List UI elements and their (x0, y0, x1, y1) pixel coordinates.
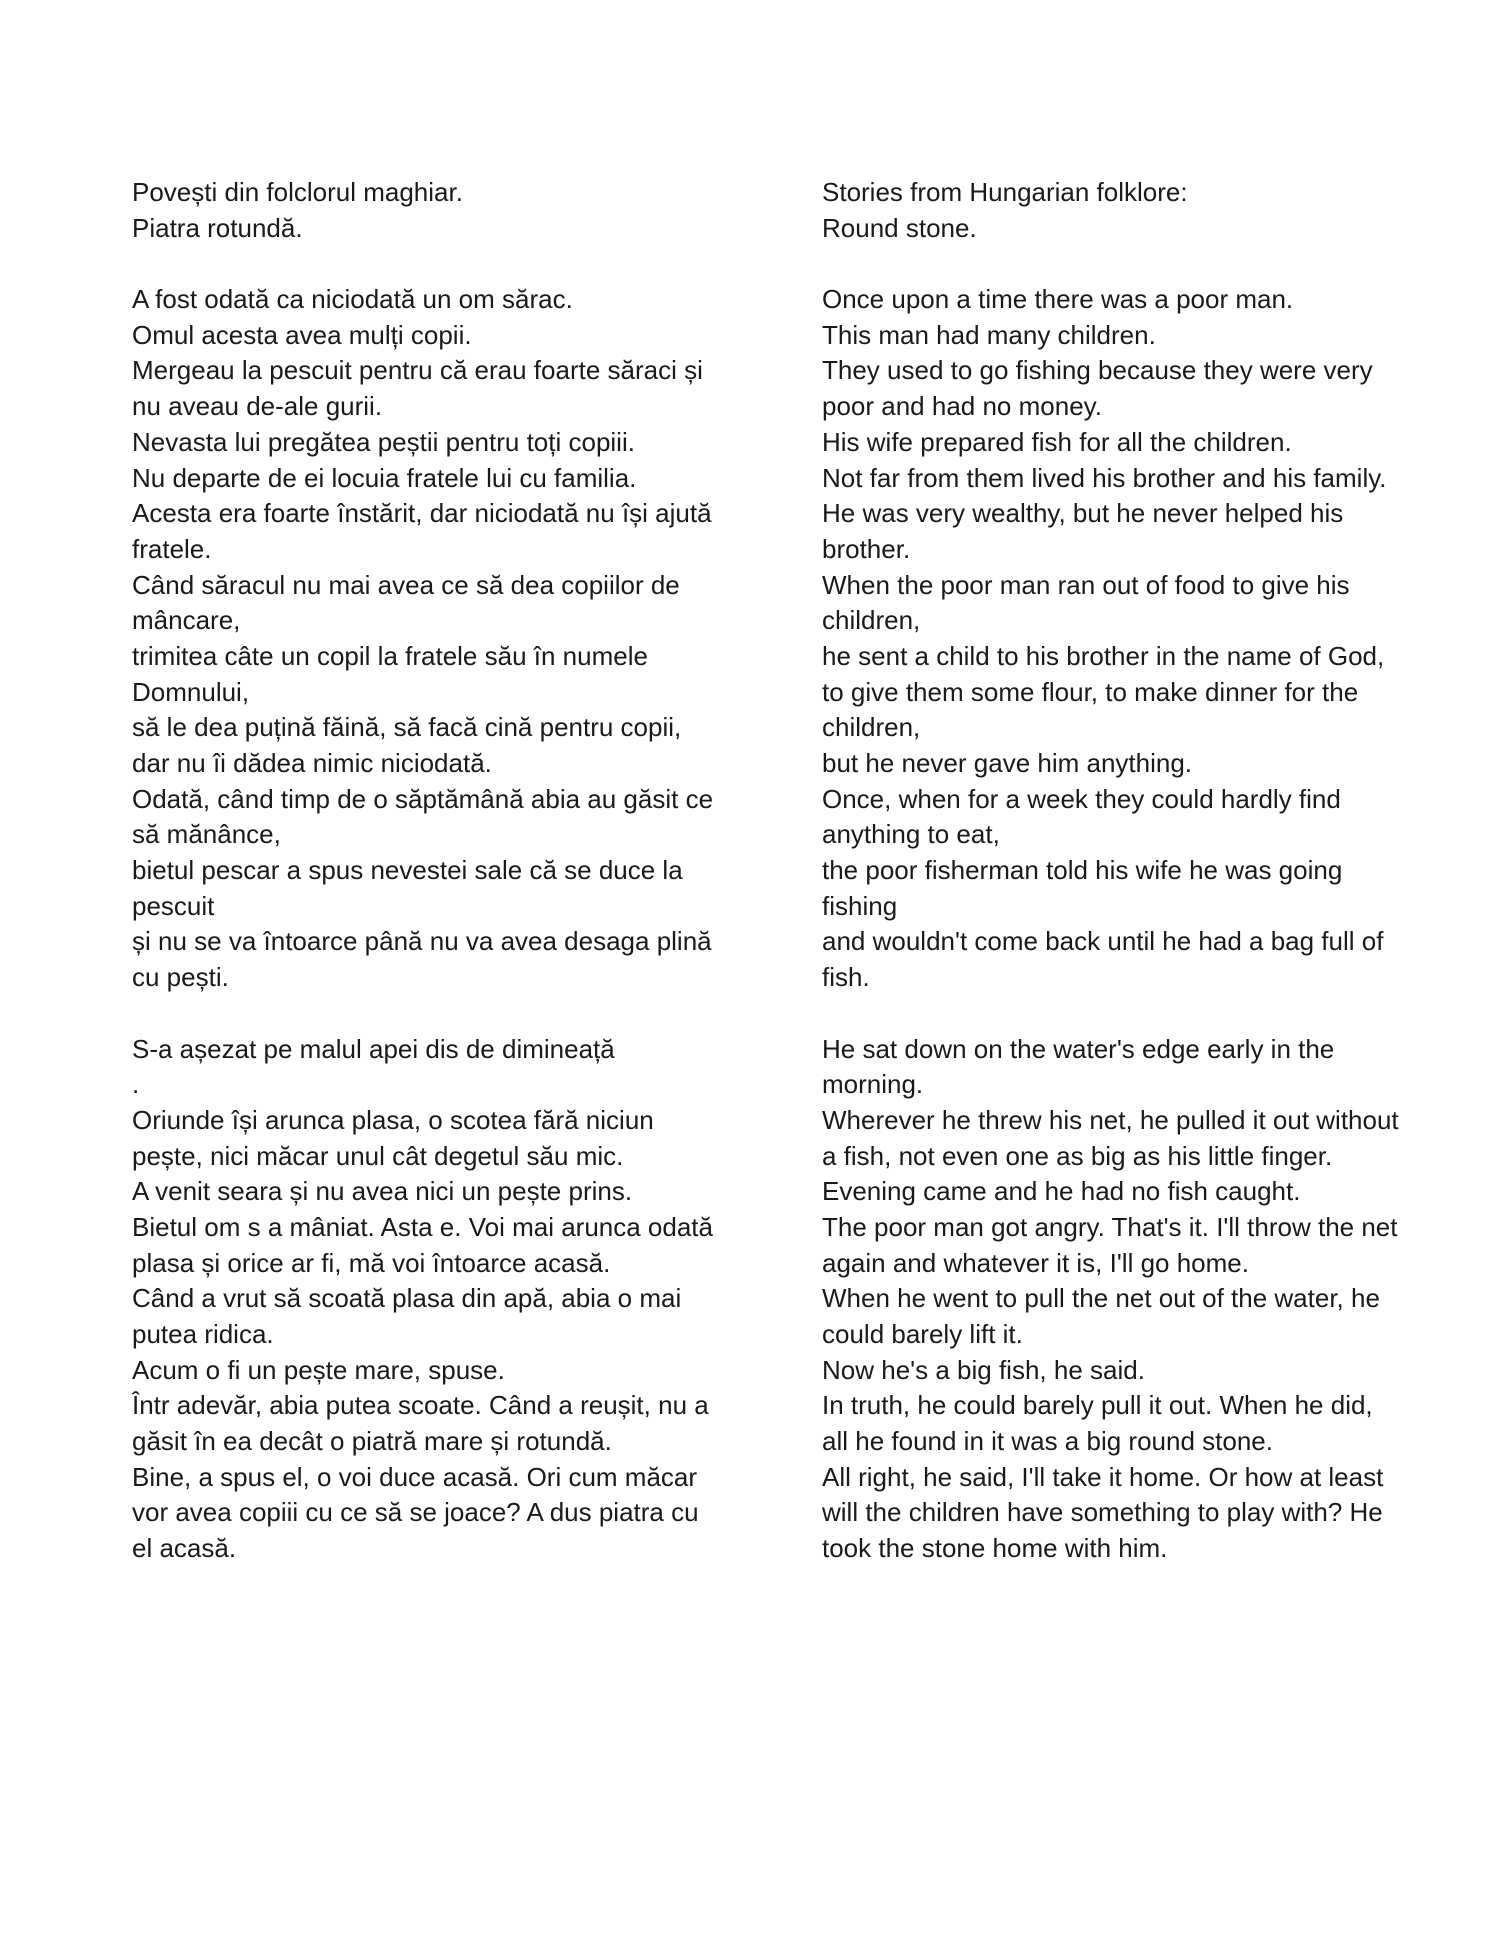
text-line: They used to go fishing because they were very (822, 355, 1373, 386)
text-line: și nu se va întoarce până nu va avea desaga plină (132, 926, 712, 957)
text-line: but he never gave him anything. (822, 748, 1193, 778)
text-line: găsit în ea decât o piatră mare și rotundă. (132, 1426, 612, 1457)
text-line: children, (822, 605, 921, 636)
text-line: brother. (822, 533, 911, 564)
text-line: will the children have something to play with? He (822, 1497, 1383, 1528)
text-line: could barely lift it. (822, 1319, 1023, 1349)
romanian-text-column (132, 175, 752, 1567)
text-line: again and whatever it is, I'll go home. (822, 1247, 1249, 1278)
text-line: This man had many children. (822, 319, 1156, 350)
text-line: All right, he said, I'll take it home. Or how at least (822, 1461, 1384, 1492)
text-line: a fish, not even one as big as his little finger. (822, 1140, 1333, 1171)
text-line: fishing (822, 890, 898, 921)
text-line (132, 246, 752, 282)
text-line: Omul acesta avea mulți copii. (132, 319, 472, 350)
text-line: Round stone. (822, 212, 977, 243)
text-line: and wouldn't come back until he had a bag full of (822, 926, 1384, 957)
text-line: putea ridica. (132, 1319, 274, 1349)
text-line: Acum o fi un pește mare, spuse. (132, 1354, 505, 1385)
text-line: . (132, 1069, 140, 1100)
text-line: He was very wealthy, but he never helped his (822, 498, 1344, 529)
text-line: he sent a child to his brother in the name of God, (822, 640, 1385, 671)
text-line: Once, when for a week they could hardly find (822, 783, 1341, 814)
text-line: A venit seara și nu avea nici un pește prins. (132, 1176, 633, 1207)
text-line: Când a vrut să scoată plasa din apă, abia o mai (132, 1283, 682, 1314)
text-line: When the poor man ran out of food to give his (822, 569, 1350, 600)
text-line (822, 996, 1442, 1032)
text-line: anything to eat, (822, 819, 1000, 850)
text-line: Piatra rotundă. (132, 212, 303, 243)
text-line: Domnului, (132, 676, 250, 707)
text-line: children, (822, 712, 921, 743)
text-line: Mergeau la pescuit pentru că erau foarte săraci și (132, 355, 703, 386)
text-line: să le dea puțină făină, să facă cină pentru copii, (132, 712, 682, 743)
text-line: Nu departe de ei locuia fratele lui cu familia. (132, 462, 637, 493)
text-line: to give them some flour, to make dinner for the (822, 676, 1359, 707)
text-line: Oriunde își arunca plasa, o scotea fără niciun (132, 1104, 654, 1135)
text-line: He sat down on the water's edge early in the (822, 1033, 1335, 1064)
text-line: bietul pescar a spus nevestei sale că se duce la (132, 855, 683, 886)
text-line: A fost odată ca niciodată un om sărac. (132, 284, 573, 315)
text-line: plasa și orice ar fi, mă voi întoarce acasă. (132, 1247, 611, 1278)
text-line: Odată, când timp de o săptămână abia au găsit ce (132, 783, 714, 814)
text-line: S-a așezat pe malul apei dis de dimineață (132, 1033, 615, 1064)
text-line: cu pești. (132, 962, 229, 993)
text-line: Acesta era foarte înstărit, dar niciodată nu își ajută (132, 498, 712, 529)
text-line (822, 246, 1442, 282)
text-line: His wife prepared fish for all the children. (822, 426, 1292, 457)
text-line: Bine, a spus el, o voi duce acasă. Ori cum măcar (132, 1461, 698, 1492)
text-line: fratele. (132, 533, 212, 564)
text-line: Not far from them lived his brother and his family. (822, 462, 1387, 493)
text-line: Evening came and he had no fish caught. (822, 1176, 1301, 1207)
text-line: Wherever he threw his net, he pulled it out without (822, 1104, 1399, 1135)
text-line: mâncare, (132, 605, 241, 636)
text-line: Într adevăr, abia putea scoate. Când a reușit, nu a (132, 1390, 709, 1421)
text-line: fish. (822, 962, 870, 993)
text-line: el acasă. (132, 1533, 237, 1564)
text-line: Now he's a big fish, he said. (822, 1354, 1145, 1385)
text-line: The poor man got angry. That's it. I'll throw the net (822, 1211, 1398, 1242)
text-line (132, 996, 752, 1032)
text-line: In truth, he could barely pull it out. When he did, (822, 1390, 1373, 1421)
text-line: Povești din folclorul maghiar. (132, 177, 463, 207)
text-line: the poor fisherman told his wife he was going (822, 855, 1343, 886)
text-line: took the stone home with him. (822, 1533, 1168, 1564)
text-line: poor and had no money. (822, 391, 1102, 422)
text-line: trimitea câte un copil la fratele său în numele (132, 640, 648, 671)
text-line: all he found in it was a big round stone. (822, 1426, 1273, 1457)
text-line: When he went to pull the net out of the water, he (822, 1283, 1380, 1314)
text-line: Stories from Hungarian folklore: (822, 177, 1188, 207)
text-line: Când săracul nu mai avea ce să dea copiilor de (132, 569, 680, 600)
text-line: morning. (822, 1069, 924, 1100)
text-line: dar nu îi dădea nimic niciodată. (132, 748, 492, 778)
text-line: Nevasta lui pregătea peștii pentru toți copiii. (132, 426, 635, 457)
text-line: vor avea copiii cu ce să se joace? A dus piatra cu (132, 1497, 699, 1528)
text-line: pescuit (132, 890, 215, 921)
text-line: să mănânce, (132, 819, 281, 850)
text-line: Bietul om s a mâniat. Asta e. Voi mai arunca odată (132, 1211, 713, 1242)
text-line: nu aveau de-ale gurii. (132, 391, 383, 422)
english-text-column (822, 175, 1442, 1567)
text-line: Once upon a time there was a poor man. (822, 284, 1294, 315)
text-line: pește, nici măcar unul cât degetul său mic. (132, 1140, 624, 1171)
